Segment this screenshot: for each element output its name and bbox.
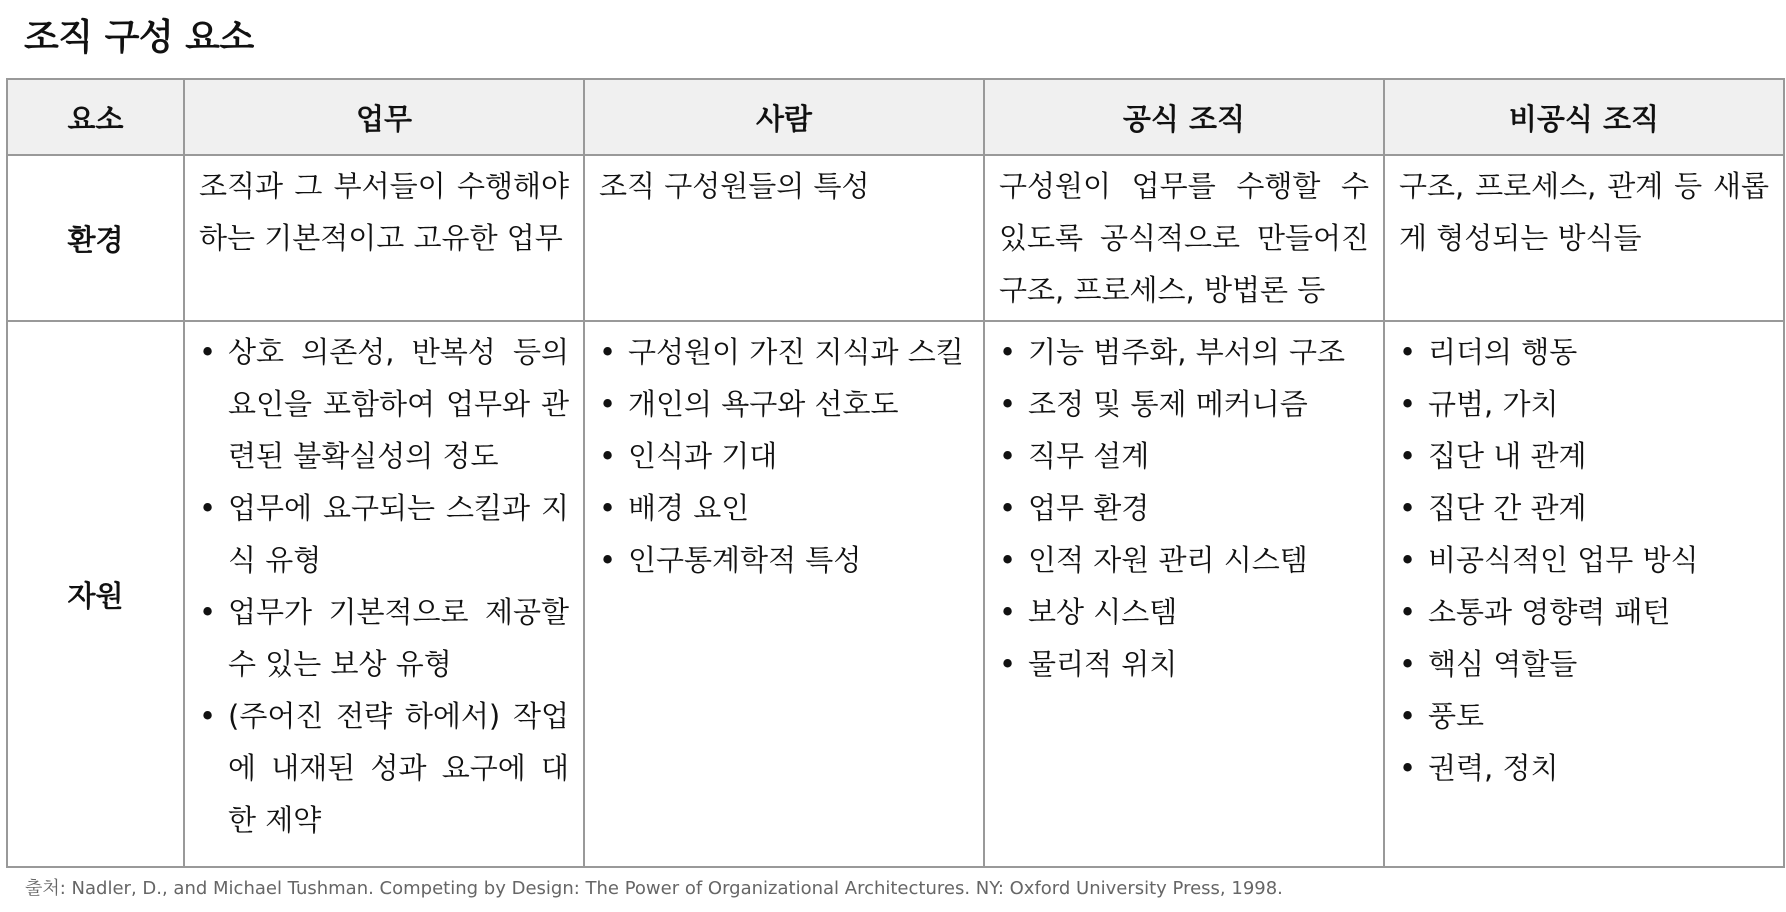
list-item (1399, 690, 1769, 742)
bullet-icon: • (599, 439, 617, 473)
bullet-list (199, 326, 569, 846)
list-item-text: 인구통계학적 특성 (628, 543, 862, 577)
list-item (999, 326, 1369, 378)
cell-text: 구조, 프로세스, 관계 등 새롭게 형성되는 방식들 (1399, 169, 1769, 255)
list-item (599, 430, 969, 482)
row-label-resources: 자원 (7, 321, 184, 867)
list-item (599, 482, 969, 534)
list-item (999, 586, 1369, 638)
cell-environment-task (184, 155, 584, 321)
header-row (7, 79, 1784, 155)
cell-resources-informal (1384, 321, 1784, 867)
list-item (999, 534, 1369, 586)
bullet-list (1399, 326, 1769, 794)
cell-environment-formal (984, 155, 1384, 321)
list-item (199, 586, 569, 690)
bullet-icon: • (999, 595, 1017, 629)
bullet-list (999, 326, 1369, 690)
list-item-text: 비공식적인 업무 방식 (1428, 543, 1699, 577)
table-row-resources (7, 321, 1784, 867)
list-item (599, 534, 969, 586)
cell-text: 조직과 그 부서들이 수행해야 하는 기본적이고 고유한 업무 (199, 169, 569, 255)
list-item (999, 430, 1369, 482)
bullet-icon: • (1399, 543, 1417, 577)
bullet-icon: • (199, 491, 217, 525)
bullet-icon: • (199, 335, 217, 369)
bullet-icon: • (1399, 647, 1417, 681)
bullet-icon: • (999, 543, 1017, 577)
list-item-text: 리더의 행동 (1428, 335, 1578, 369)
list-item-text: 보상 시스템 (1028, 595, 1178, 629)
cell-environment-informal (1384, 155, 1784, 321)
cell-resources-formal (984, 321, 1384, 867)
list-item-text: 소통과 영향력 패턴 (1428, 595, 1671, 629)
list-item (199, 482, 569, 586)
list-item (1399, 586, 1769, 638)
list-item-text: 인식과 기대 (628, 439, 778, 473)
header-element: 요소 (7, 79, 184, 155)
list-item (999, 378, 1369, 430)
list-item (199, 690, 569, 846)
cell-text: 조직 구성원들의 특성 (599, 169, 870, 203)
list-item (199, 326, 569, 482)
list-item (1399, 430, 1769, 482)
list-item (999, 482, 1369, 534)
list-item (599, 378, 969, 430)
list-item (1399, 482, 1769, 534)
row-label-environment: 환경 (7, 155, 184, 321)
list-item (1399, 326, 1769, 378)
bullet-icon: • (199, 699, 217, 733)
list-item (1399, 638, 1769, 690)
cell-environment-people (584, 155, 984, 321)
list-item-text: 규범, 가치 (1428, 387, 1559, 421)
cell-resources-people (584, 321, 984, 867)
cell-resources-task (184, 321, 584, 867)
list-item-text: 집단 내 관계 (1428, 439, 1587, 473)
bullet-icon: • (599, 491, 617, 525)
list-item-text: 인적 자원 관리 시스템 (1028, 543, 1308, 577)
list-item-text: 조정 및 통제 메커니즘 (1028, 387, 1308, 421)
page-title: 조직 구성 요소 (24, 17, 254, 58)
bullet-icon: • (599, 543, 617, 577)
list-item-text: 배경 요인 (628, 491, 750, 525)
list-item (1399, 378, 1769, 430)
list-item-text: 직무 설계 (1028, 439, 1150, 473)
list-item-text: (주어진 전략 하에서) 작업에 내재된 성과 요구에 대한 제약 (228, 699, 569, 837)
bullet-icon: • (599, 335, 617, 369)
bullet-list (599, 326, 969, 586)
bullet-icon: • (1399, 699, 1417, 733)
bullet-icon: • (599, 387, 617, 421)
table-row-environment (7, 155, 1784, 321)
bullet-icon: • (1399, 335, 1417, 369)
bullet-icon: • (999, 439, 1017, 473)
header-task: 업무 (184, 79, 584, 155)
list-item-text: 업무에 요구되는 스킬과 지식 유형 (228, 491, 569, 577)
list-item (1399, 742, 1769, 794)
header-formal-org: 공식 조직 (984, 79, 1384, 155)
header-people: 사람 (584, 79, 984, 155)
bullet-icon: • (1399, 491, 1417, 525)
bullet-icon: • (1399, 595, 1417, 629)
list-item (1399, 534, 1769, 586)
source-citation: 출처: Nadler, D., and Michael Tushman. Competing by Design: The Power of Organizational Architectures. NY: Oxford University Press, 1998. (25, 878, 1283, 899)
bullet-icon: • (999, 647, 1017, 681)
list-item-text: 업무가 기본적으로 제공할 수 있는 보상 유형 (228, 595, 569, 681)
bullet-icon: • (1399, 439, 1417, 473)
bullet-icon: • (999, 335, 1017, 369)
header-informal-org: 비공식 조직 (1384, 79, 1784, 155)
list-item-text: 권력, 정치 (1428, 751, 1559, 785)
list-item-text: 개인의 욕구와 선호도 (628, 387, 899, 421)
list-item-text: 풍토 (1428, 699, 1485, 733)
list-item-text: 기능 범주화, 부서의 구조 (1028, 335, 1346, 369)
list-item-text: 상호 의존성, 반복성 등의 요인을 포함하여 업무와 관련된 불확실성의 정도 (228, 335, 569, 473)
list-item (599, 326, 969, 378)
bullet-icon: • (199, 595, 217, 629)
list-item (999, 638, 1369, 690)
cell-text: 구성원이 업무를 수행할 수 있도록 공식적으로 만들어진 구조, 프로세스, 방법론 등 (999, 169, 1369, 307)
bullet-icon: • (1399, 387, 1417, 421)
bullet-icon: • (1399, 751, 1417, 785)
bullet-icon: • (999, 491, 1017, 525)
list-item-text: 핵심 역할들 (1428, 647, 1578, 681)
list-item-text: 집단 간 관계 (1428, 491, 1587, 525)
list-item-text: 업무 환경 (1028, 491, 1150, 525)
bullet-icon: • (999, 387, 1017, 421)
list-item-text: 물리적 위치 (1028, 647, 1178, 681)
list-item-text: 구성원이 가진 지식과 스킬 (628, 335, 964, 369)
components-table (6, 78, 1785, 868)
